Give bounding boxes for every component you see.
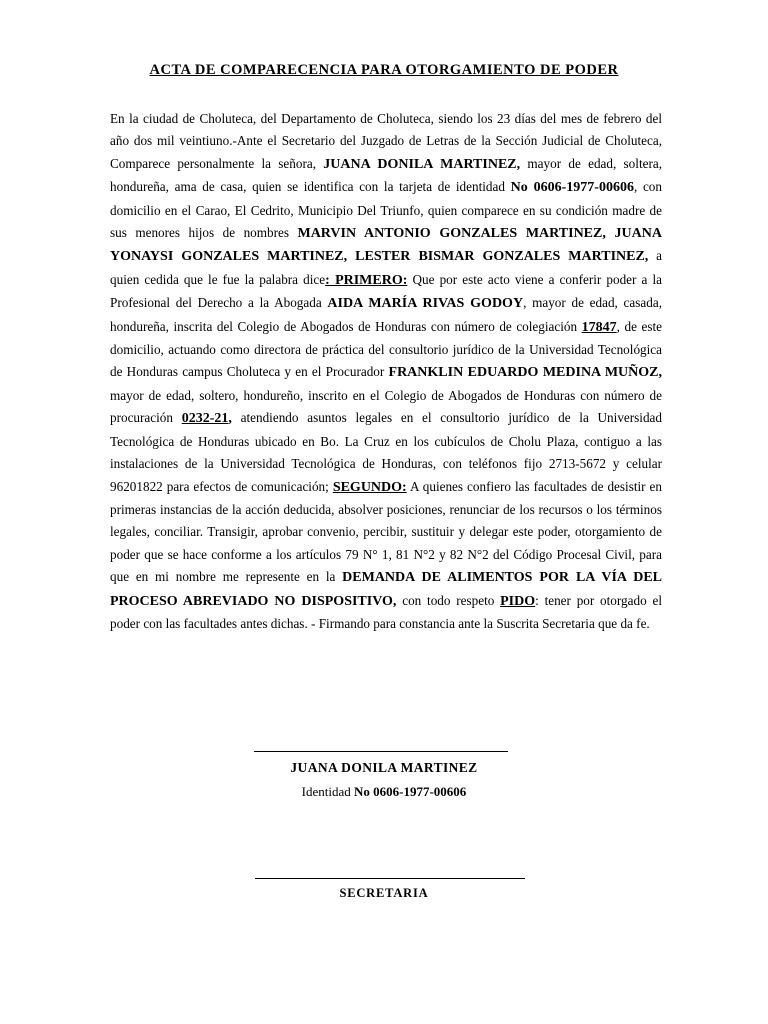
signature-line-applicant bbox=[254, 751, 508, 752]
paragraph-text: , con domicilio en el Carao, El Cedrito, Municipio Del Triunfo, quien comparece en su condición madre de sus menores hijos de nombres bbox=[110, 179, 662, 241]
paragraph-bold-underlined-text: PIDO bbox=[500, 593, 536, 609]
paragraph-text: Que por este acto viene a conferir poder a la Profesional del Derecho a la Abogada bbox=[110, 271, 662, 311]
paragraph-bold-text: AIDA MARÍA RIVAS GODOY bbox=[327, 296, 524, 312]
paragraph-text: mayor de edad, soltero, hondureño, inscrito en el Colegio de Abogados de Honduras con número de procuración bbox=[110, 387, 662, 426]
paragraph-text: , de este domicilio, actuando como directora de práctica del consultorio jurídico de la Universidad Tecnológica de Honduras campus Choluteca y en el Procurador bbox=[110, 318, 662, 380]
secretary-label: SECRETARIA bbox=[339, 886, 429, 900]
paragraph-bold-text: MARVIN ANTONIO GONZALES MARTINEZ, JUANA YONAYSI GONZALES MARTINEZ, LESTER BISMAR GONZALES MARTINEZ, bbox=[110, 226, 662, 265]
body-paragraph bbox=[110, 108, 662, 635]
paragraph-bold-underlined-text: 17847 bbox=[581, 319, 617, 335]
paragraph-bold-text: FRANKLIN EDUARDO MEDINA MUÑOZ, bbox=[388, 365, 663, 381]
paragraph-bold-underlined-text: 0232-21 bbox=[181, 411, 229, 427]
paragraph-text: atendiendo asuntos legales en el consultorio jurídico de la Universidad Tecnológica de Honduras ubicado en Bo. La Cruz en los cubículos de Cholu Plaza, contiguo a las instalaciones de la Universidad Tecnológica de Honduras, con teléfonos fijo 2713-5672 y celular 96201822 para efectos de comunicación; bbox=[110, 410, 662, 494]
paragraph-text: : tener por otorgado el poder con las facultades antes dichas. - Firmando para constancia ante la Suscrita Secretaria que da fe. bbox=[110, 592, 662, 631]
identity-number: No 0606-1977-00606 bbox=[354, 784, 467, 799]
paragraph-bold-text: DEMANDA DE ALIMENTOS POR LA VÍA DEL PROCESO ABREVIADO NO DISPOSITIVO, bbox=[110, 570, 663, 609]
paragraph-text: En la ciudad de Choluteca, del Departamento de Choluteca, siendo los 23 días del mes de febrero del año dos mil veintiuno.-Ante el Secretario del Juzgado de Letras de la Sección Judicial de Choluteca, Comparece personalmente la señora, bbox=[110, 111, 662, 171]
paragraph-bold-text: , bbox=[228, 411, 232, 427]
document-title: ACTA DE COMPARECENCIA PARA OTORGAMIENTO DE PODER bbox=[149, 62, 619, 78]
paragraph-text: con todo respeto bbox=[396, 592, 501, 608]
signatory-name: JUANA DONILA MARTINEZ bbox=[290, 760, 478, 775]
paragraph-text: , mayor de edad, casada, hondureña, inscrita del Colegio de Abogados de Honduras con número de colegiación bbox=[110, 295, 662, 334]
paragraph-bold-text: No 0606-1977-00606 bbox=[510, 180, 634, 196]
paragraph-text: a quien cedida que le fue la palabra dice bbox=[110, 248, 662, 287]
paragraph-text: mayor de edad, soltera, hondureña, ama de casa, quien se identifica con la tarjeta de identidad bbox=[110, 155, 662, 195]
paragraph-bold-underlined-text: SEGUNDO: bbox=[332, 479, 407, 495]
paragraph-text: A quienes confiero las facultades de desistir en primeras instancias de la acción deducida, absolver posiciones, renunciar de los recursos o los términos legales, conciliar. Transigir, aprobar convenio, percibir, sustituir y delegar este poder, otorgamiento de poder que se hace conforme a los artículos 79 N° 1, 81 N°2 y 82 N°2 del Código Procesal Civil, para que en mi nombre me represente en la bbox=[110, 478, 662, 585]
paragraph-bold-underlined-text: : PRIMERO: bbox=[325, 272, 408, 288]
signatory-identity bbox=[0, 784, 768, 800]
paragraph-bold-text: JUANA DONILA MARTINEZ, bbox=[323, 156, 521, 172]
identity-label: Identidad bbox=[301, 784, 351, 799]
signature-line-secretary bbox=[255, 878, 525, 879]
